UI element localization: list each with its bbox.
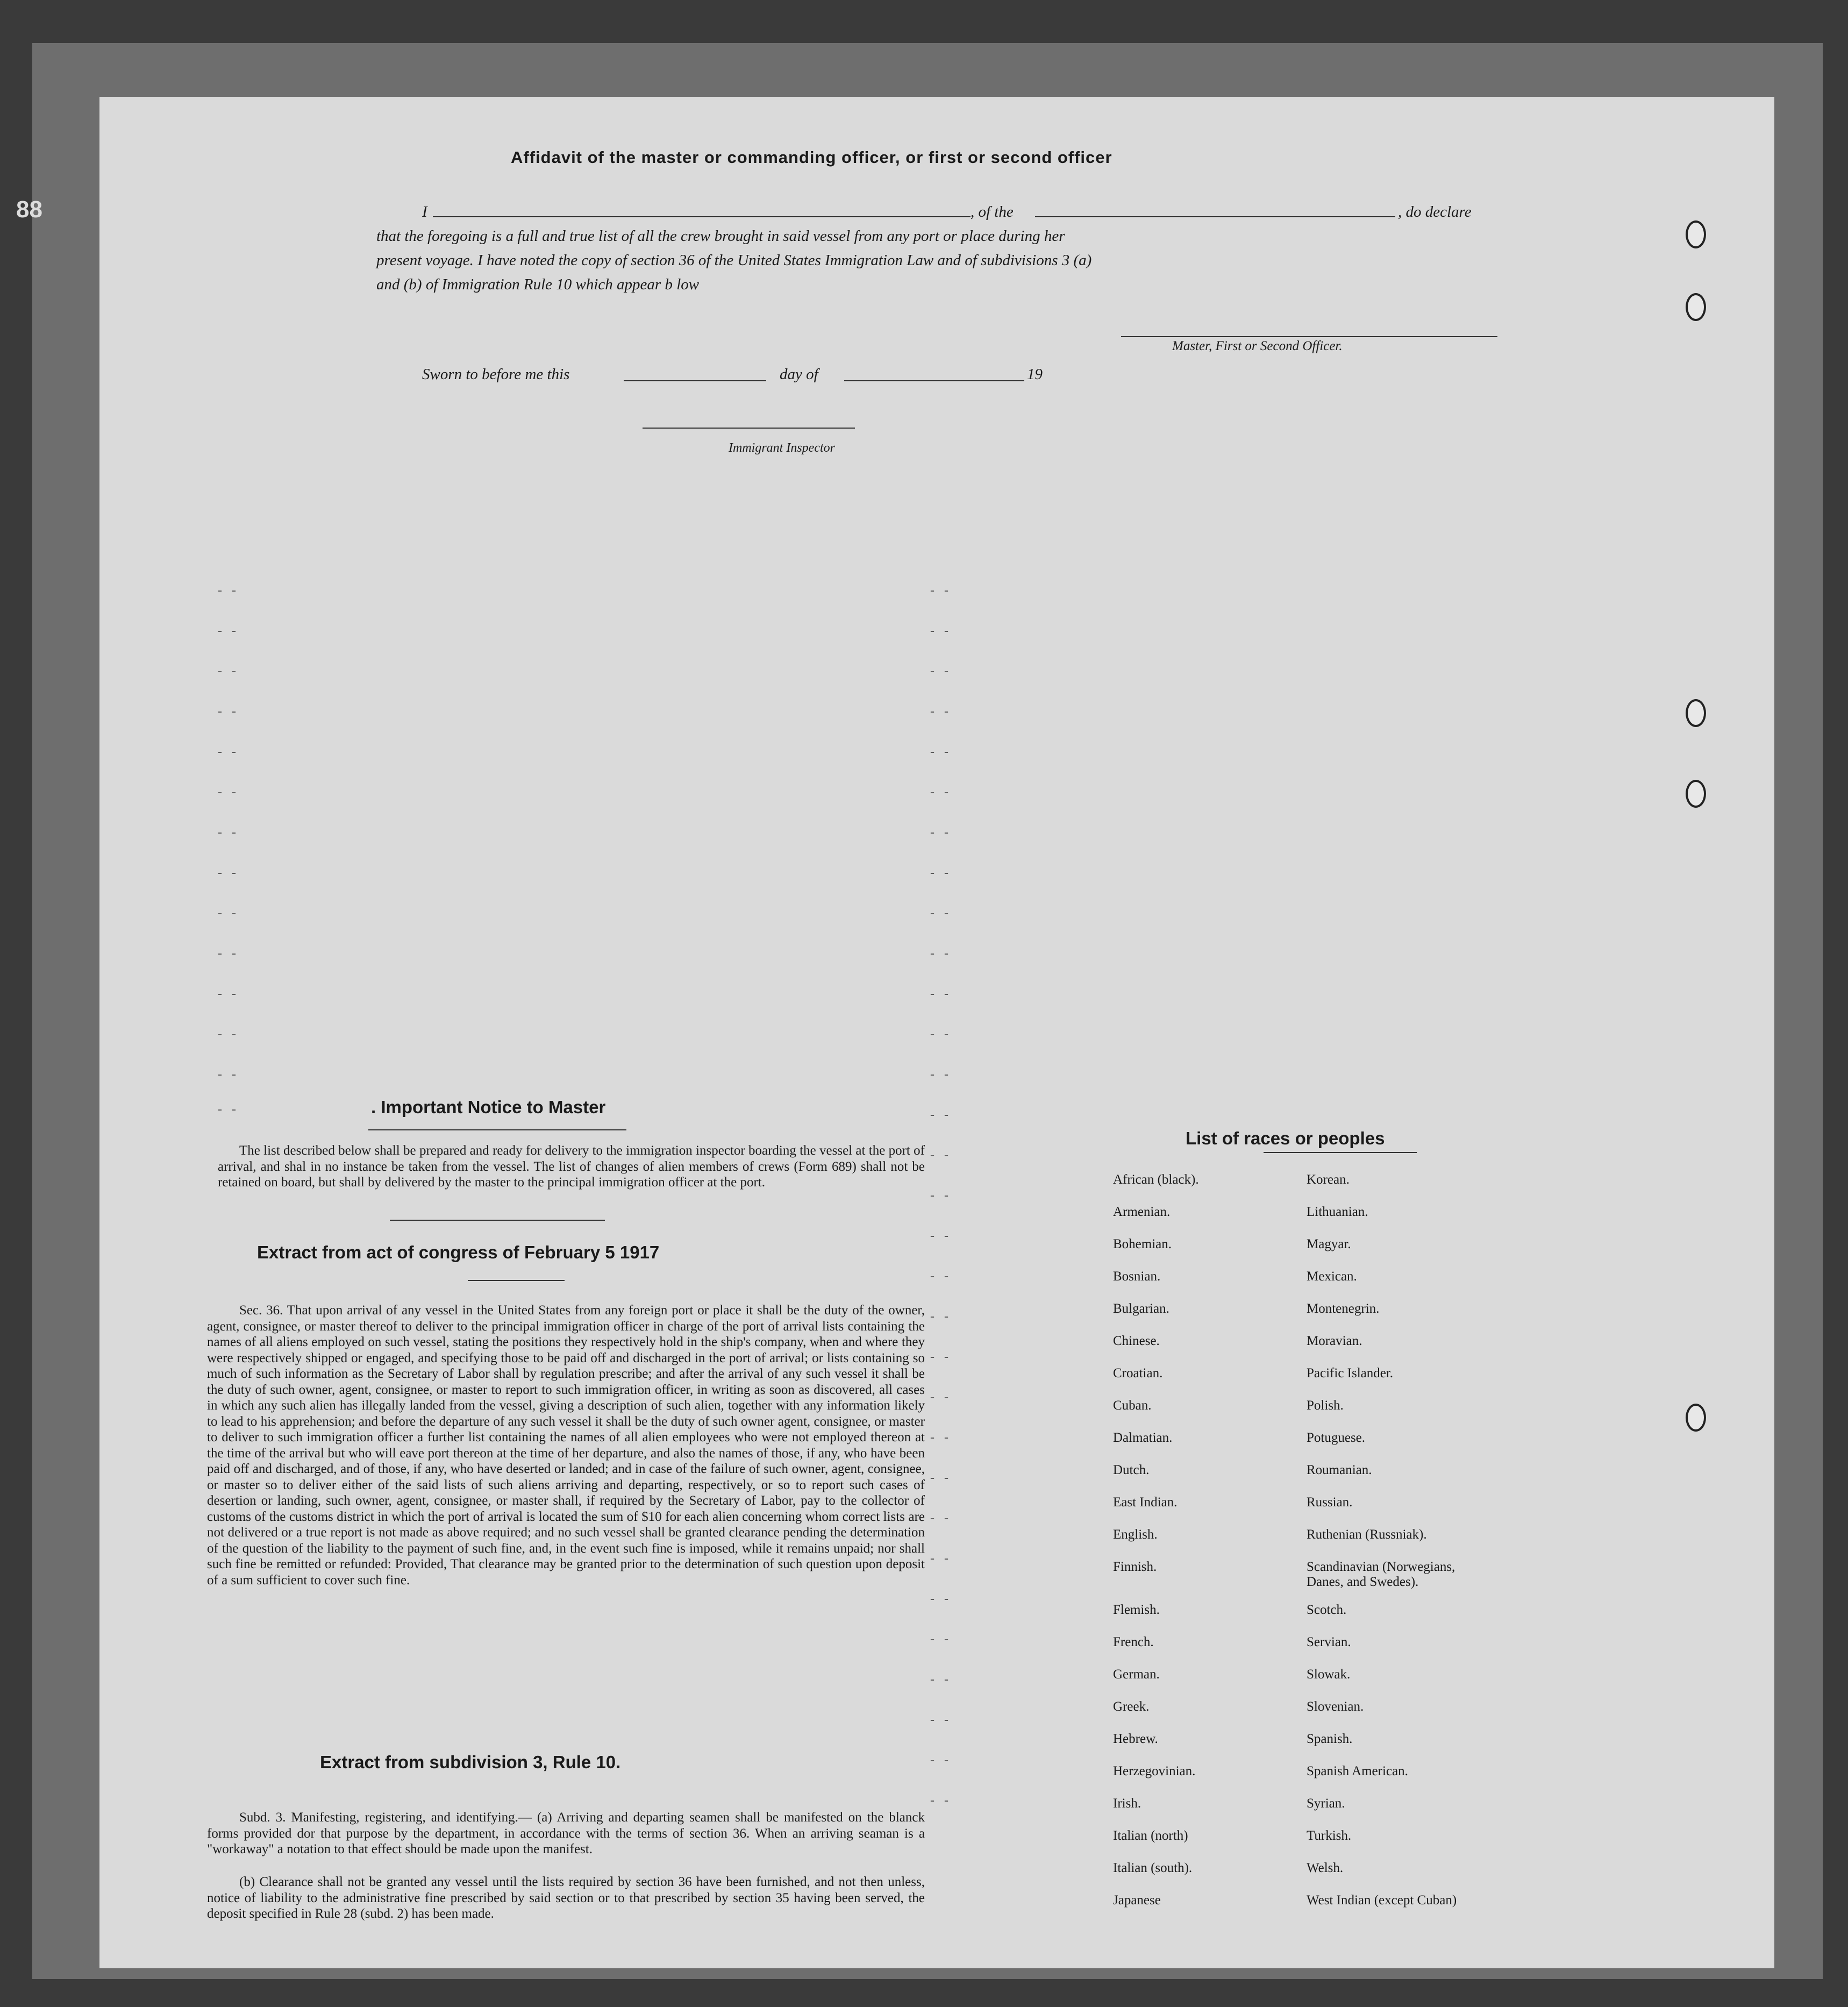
dash-mark: - - (930, 1430, 952, 1444)
race-item: Herzegovinian. (1113, 1764, 1196, 1778)
race-item: Mexican. (1307, 1269, 1357, 1284)
race-item: Finnish. (1113, 1560, 1157, 1574)
dash-mark: - - (930, 1511, 952, 1525)
dash-mark: - - (930, 664, 952, 678)
dash-mark: - - (218, 785, 239, 799)
extract-rule-para-a: Subd. 3. Manifesting, registering, and identifying.— (a) Arriving and departing seamen shall be manifested on the blanck forms provided dor that purpose by the department, in accordance with the terms of section 36. When an arriving seaman is a "workaway" a notation to that effect should be made upon the manifest. (207, 1810, 925, 1856)
race-item: Irish. (1113, 1796, 1141, 1811)
race-item: Bosnian. (1113, 1269, 1161, 1284)
race-item: Japanese (1113, 1893, 1161, 1908)
race-item: Montenegrin. (1307, 1301, 1380, 1316)
dash-mark: - - (930, 1471, 952, 1485)
dash-mark: - - (930, 1269, 952, 1283)
dash-mark: - - (930, 987, 952, 1001)
race-item: Syrian. (1307, 1796, 1345, 1811)
affidavit-title: Affidavit of the master or commanding officer, or first or second officer (511, 148, 1112, 167)
race-item: Potuguese. (1307, 1430, 1366, 1445)
dash-mark: - - (218, 583, 239, 597)
punch-hole (1686, 293, 1706, 321)
dash-mark: - - (218, 1027, 239, 1041)
race-item: Slowak. (1307, 1667, 1351, 1682)
notice-bottom-rule (390, 1220, 605, 1221)
dash-mark: - - (930, 1108, 952, 1122)
dash-mark: - - (930, 1632, 952, 1646)
year-label: 19 (1027, 366, 1043, 383)
race-item: Spanish American. (1307, 1764, 1408, 1778)
dash-mark: - - (218, 1102, 239, 1116)
dash-mark: - - (930, 1672, 952, 1686)
dash-mark: - - (930, 1229, 952, 1243)
race-item: French. (1113, 1635, 1154, 1649)
dash-mark: - - (218, 704, 239, 718)
affidavit-i-label: I (422, 203, 427, 220)
race-item: West Indian (except Cuban) (1307, 1893, 1457, 1908)
dash-mark: - - (218, 987, 239, 1001)
race-item: Ruthenian (Russniak). (1307, 1527, 1427, 1542)
signature-line (1121, 336, 1497, 337)
dash-mark: - - (930, 946, 952, 960)
race-item: Polish. (1307, 1398, 1344, 1413)
race-item: Slovenian. (1307, 1699, 1364, 1714)
month-line (844, 380, 1024, 381)
race-item: Lithuanian. (1307, 1205, 1368, 1219)
race-item: East Indian. (1113, 1495, 1178, 1510)
race-item: Dutch. (1113, 1463, 1150, 1477)
sworn-day-line (624, 380, 766, 381)
affidavit-line-2: that the foregoing is a full and true list of all the crew brought in said vessel from any port or place during her (376, 227, 1065, 245)
race-item: Cuban. (1113, 1398, 1152, 1413)
race-item: English. (1113, 1527, 1158, 1542)
dash-mark: - - (930, 1592, 952, 1606)
race-item: Korean. (1307, 1172, 1350, 1187)
dash-mark: - - (930, 785, 952, 799)
dash-mark: - - (218, 906, 239, 920)
race-item: Croatian. (1113, 1366, 1163, 1380)
dash-mark: - - (930, 1027, 952, 1041)
dash-mark: - - (930, 1794, 952, 1807)
race-item: Greek. (1113, 1699, 1150, 1714)
race-item: Magyar. (1307, 1237, 1351, 1251)
race-item: Pacific Islander. (1307, 1366, 1394, 1380)
dash-mark: - - (218, 825, 239, 839)
race-item: Turkish. (1307, 1828, 1352, 1843)
affidavit-line-4: and (b) of Immigration Rule 10 which appear b low (376, 276, 700, 293)
affidavit-declare-label: , do declare (1398, 203, 1472, 220)
vessel-line (1035, 216, 1395, 217)
race-item: Chinese. (1113, 1334, 1160, 1348)
extract-rule-title: Extract from subdivision 3, Rule 10. (320, 1752, 621, 1772)
race-item: Dalmatian. (1113, 1430, 1173, 1445)
dash-mark: - - (930, 1188, 952, 1202)
punch-hole (1686, 780, 1706, 808)
race-item: Roumanian. (1307, 1463, 1372, 1477)
race-item: Bohemian. (1113, 1237, 1172, 1251)
races-rule (1264, 1152, 1417, 1153)
dash-mark: - - (930, 583, 952, 597)
races-title: List of races or peoples (1186, 1128, 1385, 1148)
extract-rule-para-b: (b) Clearance shall not be granted any vessel until the lists required by section 36 have been furnished, and not then unless, notice of liability to the administrative fine prescribed by said section or to that prescribed by section 35 having been served, the deposit specified in Rule 28 (subd. 2) has been made. (207, 1875, 925, 1921)
affidavit-line-3: present voyage. I have noted the copy of section 36 of the United States Immigration Law and of subdivisions 3 (a) (376, 252, 1092, 269)
inspector-label: Immigrant Inspector (729, 441, 835, 455)
notice-body: The list described below shall be prepared and ready for delivery to the immigration inspector boarding the vessel at the port of arrival, and shal in no instance be taken from the vessel. The list of changes of alien members of crews (Form 689) shall not be retained on board, but shall by delivered by the master to the principal immigration officer at the port. (218, 1143, 925, 1190)
punch-hole (1686, 220, 1706, 248)
race-item: Italian (south). (1113, 1861, 1193, 1875)
race-item: Flemish. (1113, 1603, 1160, 1617)
punch-hole (1686, 699, 1706, 727)
dash-mark: - - (218, 1067, 239, 1081)
dash-mark: - - (930, 704, 952, 718)
race-item: Moravian. (1307, 1334, 1362, 1348)
race-item: African (black). (1113, 1172, 1199, 1187)
race-item: Armenian. (1113, 1205, 1171, 1219)
dash-mark: - - (930, 1551, 952, 1565)
dash-mark: - - (930, 906, 952, 920)
margin-mark: 88 (16, 196, 42, 223)
race-item: Scotch. (1307, 1603, 1347, 1617)
race-item: Welsh. (1307, 1861, 1344, 1875)
race-item: Russian. (1307, 1495, 1353, 1510)
notice-rule (368, 1129, 626, 1130)
dash-mark: - - (930, 1350, 952, 1364)
sworn-label: Sworn to before me this (422, 366, 570, 383)
dash-mark: - - (930, 1067, 952, 1081)
extract-act-body: Sec. 36. That upon arrival of any vessel in the United States from any foreign port or place it shall be the duty of the owner, agent, consignee, or master thereof to deliver to the principal immigration officer in charge of the port of arrival lists containing the names of all aliens employed on such vessel, stating the positions they respectively hold in the ship's company, when and where they were respectively shipped or engaged, and specifying those to be paid off and discharged in the port of arrival; or lists containing so much of such information as the Secretary of Labor shall by regulation prescribe; and after the arrival of any such vessel it shall be the duty of such owner, agent, consignee, or master to report to such immigration officer, in writing as soon as discovered, all cases in which any such alien has illegally landed from the vessel, giving a description of such alien, together with any information likely to lead to his apprehension; and before the departure of any such vessel it shall be the duty of such owner agent, consignee, or master to deliver to such immigration officer a further list containing the names of all alien employees who were not employed thereon at the time of the arrival but who will eave port thereon at the time of her departure, and also the names of those, if any, who have been paid off and discharged, and of those, if any, who have deserted or landed; and in case of the failure of such owner, agent, consignee, or master so to deliver either of the said lists of such aliens arriving and departing, respectively, or so to report such cases of desertion or landing, such owner, agent, consignee, or master shall, if required by the Secretary of Labor, pay to the collector of customs of the customs district in which the port of arrival is located the sum of $10 for each alien concerning whom correct lists are not delivered or a true report is not made as above required; and no such vessel shall be granted clearance pending the determination of the question of the liability to the payment of such fine, and, in the event such fine is imposed, while it remains unpaid; nor shall such fine be remitted or refunded: Provided, That clearance may be granted prior to the determination of such question upon deposit of a sum sufficient to cover such fine. (207, 1303, 925, 1588)
extract-act-rule (468, 1280, 565, 1281)
dash-mark: - - (930, 624, 952, 638)
dash-mark: - - (218, 624, 239, 638)
name-line (433, 216, 971, 217)
dash-mark: - - (930, 825, 952, 839)
affidavit-of-the-label: , of the (971, 203, 1014, 220)
dash-mark: - - (930, 866, 952, 880)
inspector-line (643, 428, 855, 429)
race-item: Italian (north) (1113, 1828, 1188, 1843)
dash-mark: - - (218, 946, 239, 960)
dash-mark: - - (218, 866, 239, 880)
dash-mark: - - (930, 1148, 952, 1162)
dash-mark: - - (218, 664, 239, 678)
dash-mark: - - (930, 1309, 952, 1323)
race-item: Scandinavian (Norwegians, Danes, and Swedes). (1307, 1560, 1455, 1589)
dash-mark: - - (930, 1390, 952, 1404)
day-of-label: day of (780, 366, 818, 383)
race-item: Servian. (1307, 1635, 1351, 1649)
document-page (99, 97, 1774, 1968)
race-item: German. (1113, 1667, 1160, 1682)
race-item: Spanish. (1307, 1732, 1353, 1746)
dash-mark: - - (930, 745, 952, 759)
dash-mark: - - (930, 1753, 952, 1767)
race-item: Bulgarian. (1113, 1301, 1169, 1316)
extract-act-title: Extract from act of congress of February 5 1917 (257, 1242, 660, 1262)
dash-mark: - - (218, 745, 239, 759)
notice-title: . Important Notice to Master (371, 1097, 606, 1117)
race-item: Hebrew. (1113, 1732, 1158, 1746)
dash-mark: - - (930, 1713, 952, 1727)
signature-label: Master, First or Second Officer. (1172, 339, 1343, 353)
punch-hole (1686, 1404, 1706, 1432)
